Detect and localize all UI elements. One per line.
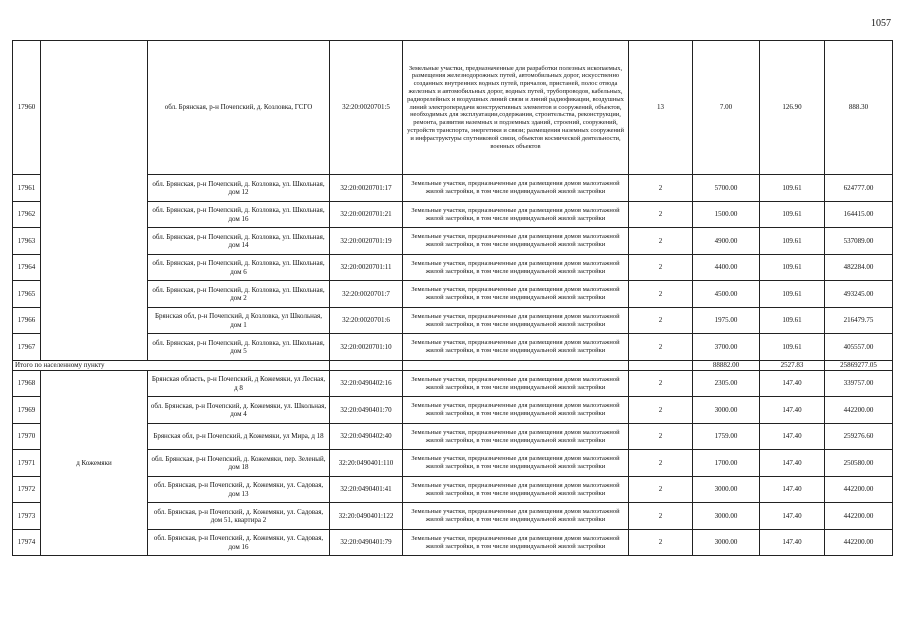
cadastral-number-cell: 32:20:0020701:17: [330, 175, 403, 202]
description-cell: Земельные участки, предназначенные для размещения домов малоэтажной жилой застройки, в том числе индивидуальной жилой застройки: [403, 530, 629, 556]
rate-cell: 126.90: [760, 41, 825, 175]
area-cell: 2305.00: [693, 371, 760, 397]
category-code-cell: 2: [629, 175, 693, 202]
address-cell: обл. Брянская, р-н Почепский, д. Кожемяки, ул. Школьная, дом 4: [148, 397, 330, 424]
cadastral-value-cell: 164415.00: [825, 202, 893, 228]
address-cell: обл. Брянская, р-н Почепский, д. Кожемяки, ул. Садовая, дом 51, квартира 2: [148, 503, 330, 530]
area-cell: 4500.00: [693, 281, 760, 308]
cadastral-value-cell: 624777.00: [825, 175, 893, 202]
area-cell: 3700.00: [693, 334, 760, 361]
cadastral-value-cell: 250580.00: [825, 450, 893, 477]
description-cell: Земельные участки, предназначенные для размещения домов малоэтажной жилой застройки, в том числе индивидуальной жилой застройки: [403, 397, 629, 424]
cadastral-number-cell: 32:20:0490401:41: [330, 477, 403, 503]
row-number: 17963: [13, 228, 41, 255]
cadastral-number-cell: 32:20:0490401:110: [330, 450, 403, 477]
category-code-cell: 2: [629, 371, 693, 397]
row-number: 17964: [13, 255, 41, 281]
total-area: 88882.00: [693, 361, 760, 371]
cadastral-value-cell: 442200.00: [825, 477, 893, 503]
cadastral-value-cell: 442200.00: [825, 397, 893, 424]
row-number: 17973: [13, 503, 41, 530]
category-code-cell: 2: [629, 281, 693, 308]
locality-cell: д Кожемяки: [41, 371, 148, 556]
area-cell: 4400.00: [693, 255, 760, 281]
cadastral-value-cell: 259276.60: [825, 424, 893, 450]
row-number: 17966: [13, 308, 41, 334]
description-cell: Земельные участки, предназначенные для размещения домов малоэтажной жилой застройки, в том числе индивидуальной жилой застройки: [403, 424, 629, 450]
area-cell: 5700.00: [693, 175, 760, 202]
address-cell: обл. Брянская, р-н Почепский, д. Кожемяки, ул. Садовая, дом 13: [148, 477, 330, 503]
cadastral-number-cell: 32:20:0020701:21: [330, 202, 403, 228]
row-number: 17970: [13, 424, 41, 450]
description-cell: Земельные участки, предназначенные для размещения домов малоэтажной жилой застройки, в том числе индивидуальной жилой застройки: [403, 175, 629, 202]
area-cell: 1700.00: [693, 450, 760, 477]
rate-cell: 147.40: [760, 530, 825, 556]
area-cell: 3000.00: [693, 397, 760, 424]
cadastral-value-cell: 537089.00: [825, 228, 893, 255]
area-cell: 3000.00: [693, 530, 760, 556]
cadastral-number-cell: 32:20:0020701:11: [330, 255, 403, 281]
cadastral-value-cell: 493245.00: [825, 281, 893, 308]
address-cell: Брянская обл, р-н Почепский, д Кожемяки, ул Мира, д 18: [148, 424, 330, 450]
area-cell: 1500.00: [693, 202, 760, 228]
total-empty-cell: [403, 361, 629, 371]
rate-cell: 109.61: [760, 334, 825, 361]
rate-cell: 109.61: [760, 255, 825, 281]
cadastral-number-cell: 32:20:0020701:7: [330, 281, 403, 308]
category-code-cell: 2: [629, 308, 693, 334]
area-cell: 1975.00: [693, 308, 760, 334]
row-number: 17965: [13, 281, 41, 308]
description-cell: Земельные участки, предназначенные для размещения домов малоэтажной жилой застройки, в том числе индивидуальной жилой застройки: [403, 281, 629, 308]
cadastral-number-cell: 32:20:0020701:5: [330, 41, 403, 175]
category-code-cell: 2: [629, 334, 693, 361]
address-cell: обл. Брянская, р-н Почепский, д. Козловка, ГСГО: [148, 41, 330, 175]
total-row: [13, 361, 893, 371]
rate-cell: 147.40: [760, 503, 825, 530]
rate-cell: 147.40: [760, 477, 825, 503]
description-cell: Земельные участки, предназначенные для размещения домов малоэтажной жилой застройки, в том числе индивидуальной жилой застройки: [403, 334, 629, 361]
rate-cell: 147.40: [760, 424, 825, 450]
address-cell: обл. Брянская, р-н Почепский, д. Козловка, ул. Школьная, дом 14: [148, 228, 330, 255]
total-empty-cell: [629, 361, 693, 371]
row-number: 17961: [13, 175, 41, 202]
cadastral-value-cell: 216479.75: [825, 308, 893, 334]
area-cell: 3000.00: [693, 477, 760, 503]
cadastral-number-cell: 32:20:0490401:79: [330, 530, 403, 556]
rate-cell: 109.61: [760, 308, 825, 334]
category-code-cell: 2: [629, 397, 693, 424]
description-cell: Земельные участки, предназначенные для размещения домов малоэтажной жилой застройки, в том числе индивидуальной жилой застройки: [403, 255, 629, 281]
address-cell: обл. Брянская, р-н Почепский, д. Козловка, ул. Школьная, дом 6: [148, 255, 330, 281]
locality-cell: [41, 41, 148, 361]
category-code-cell: 2: [629, 228, 693, 255]
cadastral-value-cell: 339757.00: [825, 371, 893, 397]
category-code-cell: 2: [629, 255, 693, 281]
description-cell: Земельные участки, предназначенные для размещения домов малоэтажной жилой застройки, в том числе индивидуальной жилой застройки: [403, 371, 629, 397]
category-code-cell: 2: [629, 202, 693, 228]
rate-cell: 147.40: [760, 397, 825, 424]
cadastral-value-cell: 442200.00: [825, 503, 893, 530]
address-cell: обл. Брянская, р-н Почепский, д. Кожемяки, ул. Садовая, дом 16: [148, 530, 330, 556]
rate-cell: 109.61: [760, 228, 825, 255]
rate-cell: 109.61: [760, 202, 825, 228]
total-empty-cell: [330, 361, 403, 371]
cadastral-number-cell: 32:20:0490402:40: [330, 424, 403, 450]
description-cell: Земельные участки, предназначенные для размещения домов малоэтажной жилой застройки, в том числе индивидуальной жилой застройки: [403, 450, 629, 477]
row-number: 17971: [13, 450, 41, 477]
cadastral-value-cell: 442200.00: [825, 530, 893, 556]
description-cell: Земельные участки, предназначенные для разработки полезных ископаемых, размещения железнодорожных путей, автомобильных дорог, искусственно созданных внутренних водных путей, причалов, пристаней, полос отвода железных и автомобильных дорог, водных путей, трубопроводов, кабельных, радиорелейных и воздушных линий связи и линий радиофикации, воздушных линий электропередачи конструктивных элементов и сооружений, объектов, необходимых для эксплуатации,содержания, строительства, реконструкции, ремонта, развития наземных и подземных зданий, строений, сооружений, устройств транспорта, энергетики и связи; размещения наземных сооружений и инфраструктуры спутниковой связи, объектов космической деятельности, военных объектов: [403, 41, 629, 175]
row-number: 17960: [13, 41, 41, 175]
rate-cell: 147.40: [760, 371, 825, 397]
address-cell: обл. Брянская, р-н Почепский, д. Козловка, ул. Школьная, дом 2: [148, 281, 330, 308]
description-cell: Земельные участки, предназначенные для размещения домов малоэтажной жилой застройки, в том числе индивидуальной жилой застройки: [403, 202, 629, 228]
area-cell: 1759.00: [693, 424, 760, 450]
cadastral-number-cell: 32:20:0020701:10: [330, 334, 403, 361]
row-number: 17967: [13, 334, 41, 361]
rate-cell: 109.61: [760, 281, 825, 308]
area-cell: 4900.00: [693, 228, 760, 255]
row-number: 17974: [13, 530, 41, 556]
total-label: Итого по населенному пункту: [13, 361, 330, 371]
total-rate: 2527.83: [760, 361, 825, 371]
area-cell: 3000.00: [693, 503, 760, 530]
total-value: 25869277.05: [825, 361, 893, 371]
row-number: 17969: [13, 397, 41, 424]
cadastral-number-cell: 32:20:0490401:122: [330, 503, 403, 530]
table-row: [13, 371, 893, 397]
description-cell: Земельные участки, предназначенные для размещения домов малоэтажной жилой застройки, в том числе индивидуальной жилой застройки: [403, 477, 629, 503]
description-cell: Земельные участки, предназначенные для размещения домов малоэтажной жилой застройки, в том числе индивидуальной жилой застройки: [403, 503, 629, 530]
category-code-cell: 2: [629, 424, 693, 450]
row-number: 17972: [13, 477, 41, 503]
category-code-cell: 2: [629, 477, 693, 503]
cadastre-table: [12, 40, 893, 556]
address-cell: Брянская обл, р-н Почепский, д Козловка, ул Школьная, дом 1: [148, 308, 330, 334]
cadastral-number-cell: 32:20:0490402:16: [330, 371, 403, 397]
category-code-cell: 13: [629, 41, 693, 175]
cadastral-number-cell: 32:20:0490401:70: [330, 397, 403, 424]
table-row: [13, 41, 893, 175]
cadastral-value-cell: 405557.00: [825, 334, 893, 361]
page-number: 1057: [871, 18, 891, 29]
row-number: 17968: [13, 371, 41, 397]
rate-cell: 147.40: [760, 450, 825, 477]
address-cell: обл. Брянская, р-н Почепский, д. Козловка, ул. Школьная, дом 5: [148, 334, 330, 361]
address-cell: Брянская область, р-н Почепский, д Кожемяки, ул Лесная, д 8: [148, 371, 330, 397]
description-cell: Земельные участки, предназначенные для размещения домов малоэтажной жилой застройки, в том числе индивидуальной жилой застройки: [403, 308, 629, 334]
category-code-cell: 2: [629, 530, 693, 556]
cadastral-value-cell: 888.30: [825, 41, 893, 175]
rate-cell: 109.61: [760, 175, 825, 202]
description-cell: Земельные участки, предназначенные для размещения домов малоэтажной жилой застройки, в том числе индивидуальной жилой застройки: [403, 228, 629, 255]
area-cell: 7.00: [693, 41, 760, 175]
category-code-cell: 2: [629, 450, 693, 477]
cadastral-value-cell: 482284.00: [825, 255, 893, 281]
cadastral-number-cell: 32:20:0020701:19: [330, 228, 403, 255]
cadastral-number-cell: 32:20:0020701:6: [330, 308, 403, 334]
address-cell: обл. Брянская, р-н Почепский, д. Козловка, ул. Школьная, дом 16: [148, 202, 330, 228]
address-cell: обл. Брянская, р-н Почепский, д. Козловка, ул. Школьная, дом 12: [148, 175, 330, 202]
row-number: 17962: [13, 202, 41, 228]
category-code-cell: 2: [629, 503, 693, 530]
address-cell: обл. Брянская, р-н Почепский, д. Кожемяки, пер. Зеленый, дом 18: [148, 450, 330, 477]
